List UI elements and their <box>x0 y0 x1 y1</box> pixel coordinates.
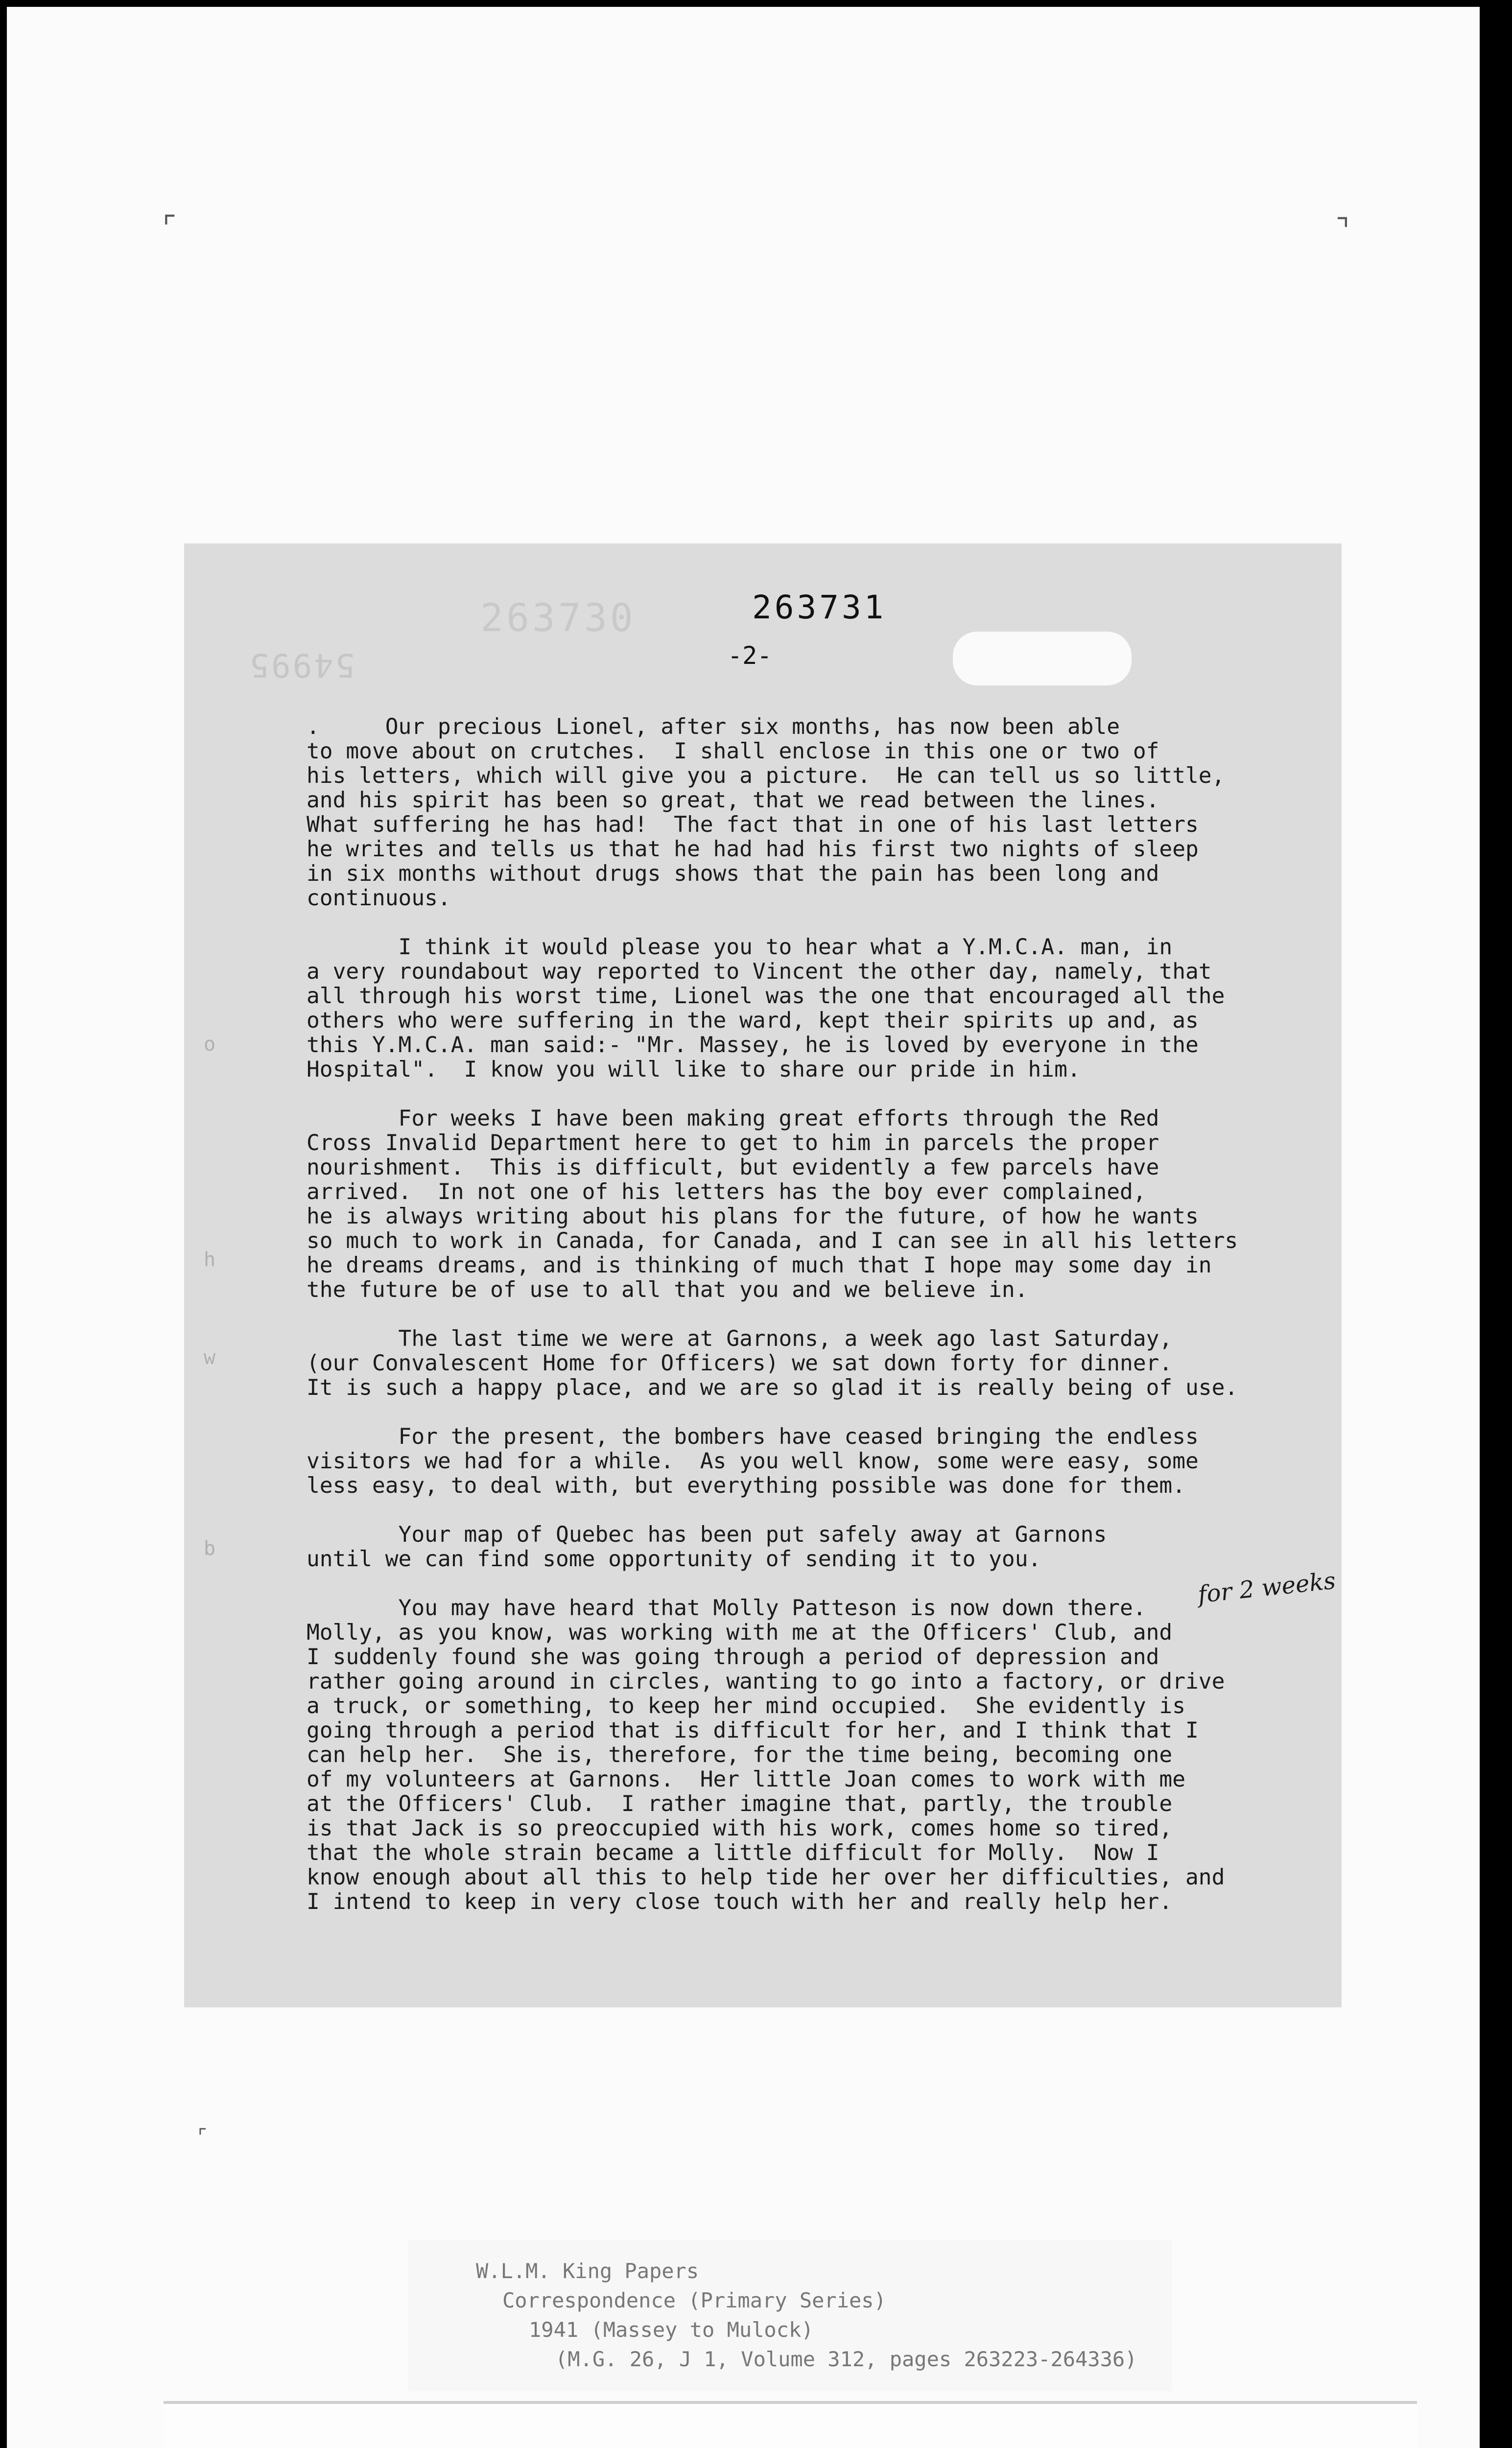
text-line: until we can find some opportunity of sending it to you. <box>307 1547 1041 1572</box>
archive-ref-line: Correspondence (Primary Series) <box>502 2288 886 2312</box>
text-line: he dreams dreams, and is thinking of much that I hope may some day in <box>307 1253 1212 1278</box>
text-line: (our Convalescent Home for Officers) we sat down forty for dinner. <box>307 1351 1173 1376</box>
text-line: a very roundabout way reported to Vincent the other day, namely, that <box>307 959 1212 984</box>
letter-page <box>184 543 1342 2007</box>
text-line: this Y.M.C.A. man said:- "Mr. Massey, he is loved by everyone in the <box>307 1033 1199 1058</box>
whiteout-patch <box>953 632 1132 685</box>
text-line: the future be of use to all that you and we believe in. <box>307 1277 1028 1302</box>
paragraph <box>307 1596 1342 1914</box>
paragraph <box>307 715 1342 911</box>
archive-ref-line: W.L.M. King Papers <box>476 2259 699 2283</box>
text-line: Molly, as you know, was working with me at the Officers' Club, and <box>307 1620 1173 1645</box>
ghost-document-number: 263730 <box>480 596 636 640</box>
text-line: It is such a happy place, and we are so glad it is really being of use. <box>307 1375 1238 1400</box>
paragraph <box>307 1425 1342 1498</box>
archive-ref-line: 1941 (Massey to Mulock) <box>529 2318 814 2342</box>
crop-mark-top-right: ⌝ <box>1336 212 1350 247</box>
text-line: I think it would please you to hear what a Y.M.C.A. man, in <box>307 935 1173 960</box>
text-line: The last time we were at Garnons, a week ago last Saturday, <box>307 1326 1173 1351</box>
text-line: and his spirit has been so great, that we read between the lines. <box>307 788 1159 813</box>
crop-mark-bottom-left: ⌜ <box>198 2125 207 2148</box>
text-line: of my volunteers at Garnons. Her little Joan comes to work with me <box>307 1767 1186 1792</box>
margin-bleed-marks: b <box>204 1537 216 1560</box>
text-line: know enough about all this to help tide her over her difficulties, and <box>307 1865 1225 1890</box>
text-line: is that Jack is so preoccupied with his work, comes home so tired, <box>307 1816 1173 1841</box>
text-line: to move about on crutches. I shall enclose in this one or two of <box>307 739 1159 764</box>
text-line: rather going around in circles, wanting to go into a factory, or drive <box>307 1669 1225 1694</box>
paragraph <box>307 1106 1342 1302</box>
margin-bleed-marks: h <box>204 1248 216 1271</box>
text-line: can help her. She is, therefore, for the time being, becoming one <box>307 1742 1173 1767</box>
page-number: -2- <box>728 641 772 670</box>
text-line: all through his worst time, Lionel was the one that encouraged all the <box>307 984 1225 1009</box>
text-line: going through a period that is difficult for her, and I think that I <box>307 1718 1199 1743</box>
text-line: What suffering he has had! The fact that in one of his last letters <box>307 812 1199 837</box>
archive-ref-line: (M.G. 26, J 1, Volume 312, pages 263223-264336) <box>555 2347 1137 2371</box>
paragraph <box>307 935 1342 1082</box>
text-line: For the present, the bombers have ceased bringing the endless <box>307 1424 1199 1449</box>
text-line: nourishment. This is difficult, but evidently a few parcels have <box>307 1155 1159 1180</box>
text-line: he is always writing about his plans for the future, of how he wants <box>307 1204 1199 1229</box>
paragraph <box>307 1523 1342 1572</box>
archive-reference-label <box>408 2239 1172 2391</box>
text-line: at the Officers' Club. I rather imagine that, partly, the trouble <box>307 1791 1173 1816</box>
text-line: Your map of Quebec has been put safely away at Garnons <box>307 1522 1107 1547</box>
text-line: Hospital". I know you will like to share our pride in him. <box>307 1057 1081 1082</box>
text-line: arrived. In not one of his letters has the boy ever complained, <box>307 1179 1146 1204</box>
document-number: 263731 <box>752 588 887 626</box>
text-line: he writes and tells us that he had had his first two nights of sleep <box>307 837 1199 862</box>
text-line: Cross Invalid Department here to get to him in parcels the proper <box>307 1130 1159 1155</box>
text-line: in six months without drugs shows that the pain has been long and <box>307 861 1159 886</box>
ghost-side-number: 54995 <box>248 646 355 684</box>
crop-mark-top-left: ⌜ <box>163 210 177 244</box>
text-line: I suddenly found she was going through a period of depression and <box>307 1645 1159 1670</box>
margin-bleed-marks: w <box>204 1346 216 1369</box>
text-line: so much to work in Canada, for Canada, and I can see in all his letters <box>307 1228 1238 1253</box>
text-line: less easy, to deal with, but everything possible was done for them. <box>307 1473 1186 1498</box>
text-line: I intend to keep in very close touch with her and really help her. <box>307 1889 1173 1914</box>
handwritten-note: for 2 weeks <box>1196 1567 1337 1609</box>
text-line: You may have heard that Molly Patteson is now down there. <box>307 1596 1146 1621</box>
margin-bleed-marks: o <box>204 1033 216 1056</box>
text-line: that the whole strain became a little difficult for Molly. Now I <box>307 1840 1159 1865</box>
text-line: For weeks I have been making great efforts through the Red <box>307 1106 1159 1131</box>
text-line: his letters, which will give you a picture. He can tell us so little, <box>307 763 1225 788</box>
text-line: visitors we had for a while. As you well know, some were easy, some <box>307 1449 1199 1474</box>
text-line: continuous. <box>307 886 451 911</box>
text-line: others who were suffering in the ward, kept their spirits up and, as <box>307 1008 1199 1033</box>
microfilm-frame <box>7 7 1480 2448</box>
text-line: a truck, or something, to keep her mind occupied. She evidently is <box>307 1694 1186 1718</box>
public-archives-stamp <box>164 2401 1417 2448</box>
text-line: . Our precious Lionel, after six months, has now been able <box>307 714 1120 739</box>
letter-body <box>307 715 1342 1914</box>
paragraph <box>307 1327 1342 1400</box>
